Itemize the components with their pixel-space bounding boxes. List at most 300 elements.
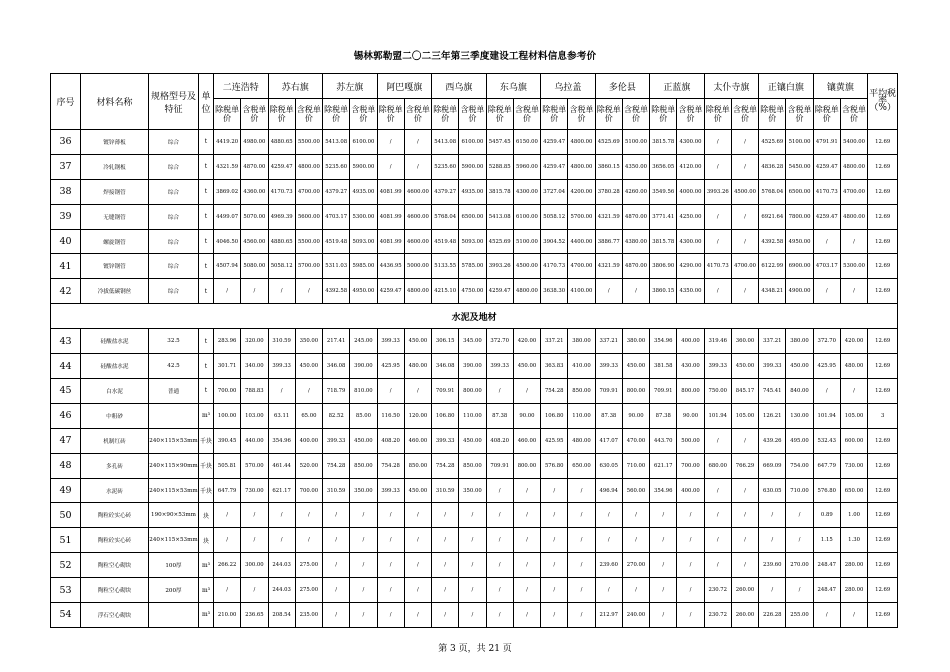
material-name: 陶粒空心砌块	[81, 578, 149, 603]
row-number: 49	[51, 478, 81, 503]
price-incl-tax: 450.00	[404, 478, 431, 503]
price-excl-tax: 425.95	[541, 428, 568, 453]
price-excl-tax: /	[704, 503, 731, 528]
price-incl-tax: 4935.00	[459, 179, 486, 204]
row-number: 40	[51, 229, 81, 254]
price-incl-tax: 840.00	[786, 379, 813, 404]
row-number: 50	[51, 503, 81, 528]
row-number: 37	[51, 154, 81, 179]
price-excl-tax: /	[759, 528, 786, 553]
price-excl-tax: /	[377, 578, 404, 603]
row-number: 36	[51, 130, 81, 155]
price-incl-tax: /	[459, 528, 486, 553]
price-incl-tax: 6100.00	[350, 130, 377, 155]
price-excl-tax: 4436.95	[377, 254, 404, 279]
price-incl-tax: 400.00	[295, 428, 322, 453]
price-excl-tax: 399.33	[486, 354, 513, 379]
price-incl-tax: 120.00	[404, 403, 431, 428]
price-incl-tax: 430.00	[677, 354, 704, 379]
price-incl-tax: /	[241, 528, 268, 553]
header-price-excl-tax: 除税单价	[214, 99, 241, 130]
price-excl-tax: 310.59	[268, 329, 295, 354]
tax-rate: 3	[868, 403, 898, 428]
header-price-excl-tax: 除税单价	[595, 99, 622, 130]
price-incl-tax: 4000.00	[677, 179, 704, 204]
price-excl-tax: 3549.56	[650, 179, 677, 204]
unit: t	[199, 379, 214, 404]
price-incl-tax: 700.00	[295, 478, 322, 503]
price-incl-tax: 700.00	[677, 453, 704, 478]
price-excl-tax: 4379.27	[323, 179, 350, 204]
price-excl-tax: 5058.12	[541, 204, 568, 229]
material-name: 硅酸盐水泥	[81, 354, 149, 379]
price-excl-tax: 4081.99	[377, 179, 404, 204]
tax-rate: 12.69	[868, 204, 898, 229]
row-number: 52	[51, 553, 81, 578]
price-excl-tax: 363.83	[541, 354, 568, 379]
price-excl-tax: /	[595, 279, 622, 304]
table-row	[51, 229, 898, 254]
price-incl-tax: 4800.00	[513, 279, 540, 304]
material-name: 陶粒砼实心砖	[81, 503, 149, 528]
table-header	[51, 74, 898, 130]
price-excl-tax: /	[486, 603, 513, 628]
price-incl-tax: 6500.00	[459, 204, 486, 229]
header-price-excl-tax: 除税单价	[704, 99, 731, 130]
price-incl-tax: 800.00	[459, 379, 486, 404]
price-incl-tax: 130.00	[786, 403, 813, 428]
price-excl-tax: /	[377, 503, 404, 528]
price-excl-tax: 4836.28	[759, 154, 786, 179]
unit: 千块	[199, 428, 214, 453]
price-excl-tax: /	[813, 279, 840, 304]
header-price-incl-tax: 含税单价	[404, 99, 431, 130]
tax-rate: 12.69	[868, 478, 898, 503]
price-incl-tax: 5100.00	[513, 229, 540, 254]
price-incl-tax: /	[350, 503, 377, 528]
price-excl-tax: 5413.08	[323, 130, 350, 155]
price-incl-tax: /	[568, 503, 595, 528]
price-excl-tax: /	[268, 528, 295, 553]
price-incl-tax: 300.00	[241, 553, 268, 578]
unit: m³	[199, 553, 214, 578]
price-excl-tax: /	[377, 603, 404, 628]
tax-rate: 12.69	[868, 453, 898, 478]
unit: t	[199, 354, 214, 379]
price-incl-tax: 4560.00	[241, 229, 268, 254]
header-price-incl-tax: 含税单价	[241, 99, 268, 130]
price-incl-tax: 5100.00	[786, 130, 813, 155]
price-incl-tax: 4900.00	[786, 279, 813, 304]
price-incl-tax: 275.00	[295, 578, 322, 603]
unit: m³	[199, 403, 214, 428]
material-name: 白水泥	[81, 379, 149, 404]
price-incl-tax: 275.00	[295, 553, 322, 578]
price-excl-tax: 754.28	[432, 453, 459, 478]
spec: 综合	[149, 130, 199, 155]
price-excl-tax: 399.33	[323, 428, 350, 453]
table-row	[51, 329, 898, 354]
price-incl-tax: /	[459, 503, 486, 528]
price-excl-tax: 3860.15	[595, 154, 622, 179]
header-price-excl-tax: 除税单价	[377, 99, 404, 130]
price-excl-tax: 754.28	[377, 453, 404, 478]
price-excl-tax: 709.91	[486, 453, 513, 478]
spec: 综合	[149, 154, 199, 179]
price-excl-tax: 337.21	[541, 329, 568, 354]
price-incl-tax: 800.00	[677, 379, 704, 404]
spec: 240×115×53mm	[149, 478, 199, 503]
price-excl-tax: 3815.78	[650, 229, 677, 254]
price-incl-tax: 4500.00	[513, 254, 540, 279]
price-incl-tax: /	[404, 379, 431, 404]
price-excl-tax: 101.94	[813, 403, 840, 428]
header-price-incl-tax: 含税单价	[568, 99, 595, 130]
material-name: 镀锌薄板	[81, 130, 149, 155]
spec: 240×115×53mm	[149, 528, 199, 553]
price-incl-tax: /	[677, 503, 704, 528]
price-excl-tax: 6921.64	[759, 204, 786, 229]
price-incl-tax: 5300.00	[350, 204, 377, 229]
price-incl-tax: 4300.00	[677, 229, 704, 254]
price-incl-tax: /	[731, 528, 758, 553]
price-incl-tax: /	[786, 528, 813, 553]
price-excl-tax: /	[541, 478, 568, 503]
header-price-incl-tax: 含税单价	[677, 99, 704, 130]
price-incl-tax: 800.00	[513, 453, 540, 478]
unit: 块	[199, 503, 214, 528]
price-incl-tax: 4700.00	[731, 254, 758, 279]
price-excl-tax: 248.47	[813, 578, 840, 603]
price-incl-tax: 350.00	[295, 329, 322, 354]
price-incl-tax: 850.00	[404, 453, 431, 478]
price-excl-tax: 399.33	[377, 329, 404, 354]
price-excl-tax: 306.15	[432, 329, 459, 354]
price-excl-tax: 0.89	[813, 503, 840, 528]
price-excl-tax: /	[704, 154, 731, 179]
price-incl-tax: /	[513, 578, 540, 603]
price-incl-tax: 340.00	[241, 354, 268, 379]
price-excl-tax: 310.59	[432, 478, 459, 503]
price-excl-tax: 4259.47	[813, 204, 840, 229]
price-excl-tax: 87.38	[486, 403, 513, 428]
price-incl-tax: /	[677, 553, 704, 578]
price-excl-tax: 212.97	[595, 603, 622, 628]
price-excl-tax: /	[214, 279, 241, 304]
price-excl-tax: /	[323, 503, 350, 528]
price-excl-tax: 230.72	[704, 603, 731, 628]
price-excl-tax: 3815.78	[486, 179, 513, 204]
material-name: 冷轧钢板	[81, 154, 149, 179]
price-incl-tax: 850.00	[568, 379, 595, 404]
price-excl-tax: 3860.15	[650, 279, 677, 304]
price-excl-tax: 3771.41	[650, 204, 677, 229]
price-incl-tax: 5900.00	[350, 154, 377, 179]
price-excl-tax: 5768.04	[432, 204, 459, 229]
price-excl-tax: 4379.27	[432, 179, 459, 204]
price-incl-tax: 270.00	[622, 553, 649, 578]
price-incl-tax: 845.17	[731, 379, 758, 404]
price-excl-tax: /	[268, 379, 295, 404]
price-incl-tax: 4200.00	[568, 179, 595, 204]
price-incl-tax: /	[840, 229, 867, 254]
price-incl-tax: 650.00	[568, 453, 595, 478]
price-incl-tax: /	[731, 229, 758, 254]
price-excl-tax: /	[541, 578, 568, 603]
unit: t	[199, 329, 214, 354]
price-incl-tax: 4350.00	[622, 154, 649, 179]
price-excl-tax: 4880.65	[268, 130, 295, 155]
price-excl-tax: /	[432, 503, 459, 528]
price-incl-tax: 788.83	[241, 379, 268, 404]
price-incl-tax: 4800.00	[295, 154, 322, 179]
material-name: 硅酸盐水泥	[81, 329, 149, 354]
price-excl-tax: 5235.60	[432, 154, 459, 179]
spec: 190×90×53mm	[149, 503, 199, 528]
price-incl-tax: 85.00	[350, 403, 377, 428]
unit: 块	[199, 528, 214, 553]
tax-rate: 12.69	[868, 528, 898, 553]
price-table	[50, 73, 898, 628]
price-excl-tax: /	[813, 379, 840, 404]
row-number: 46	[51, 403, 81, 428]
price-incl-tax: 4935.00	[350, 179, 377, 204]
price-incl-tax: 6100.00	[513, 204, 540, 229]
price-incl-tax: 4120.00	[677, 154, 704, 179]
price-excl-tax: 319.46	[704, 329, 731, 354]
price-excl-tax: /	[268, 503, 295, 528]
header-region: 东乌旗	[486, 74, 541, 99]
price-incl-tax: 450.00	[404, 329, 431, 354]
header-price-excl-tax: 除税单价	[432, 99, 459, 130]
price-incl-tax: /	[568, 603, 595, 628]
material-name: 水泥砖	[81, 478, 149, 503]
price-excl-tax: /	[704, 553, 731, 578]
price-excl-tax: 4419.20	[214, 130, 241, 155]
price-excl-tax: 3886.77	[595, 229, 622, 254]
price-incl-tax: 480.00	[568, 428, 595, 453]
price-excl-tax: 244.03	[268, 578, 295, 603]
material-name: 多孔砖	[81, 453, 149, 478]
material-name: 无缝钢管	[81, 204, 149, 229]
price-excl-tax: /	[704, 279, 731, 304]
price-excl-tax: 621.17	[650, 453, 677, 478]
price-incl-tax: /	[731, 553, 758, 578]
price-incl-tax: 710.00	[622, 453, 649, 478]
price-excl-tax: 5768.04	[759, 179, 786, 204]
header-price-incl-tax: 含税单价	[786, 99, 813, 130]
price-incl-tax: 730.00	[241, 478, 268, 503]
price-incl-tax: 850.00	[459, 453, 486, 478]
material-name: 焊接钢管	[81, 179, 149, 204]
price-excl-tax: 461.44	[268, 453, 295, 478]
price-excl-tax: 248.47	[813, 553, 840, 578]
price-excl-tax: 576.80	[541, 453, 568, 478]
price-excl-tax: /	[650, 528, 677, 553]
price-excl-tax: /	[541, 603, 568, 628]
table-row	[51, 254, 898, 279]
header-region: 多伦县	[595, 74, 650, 99]
price-excl-tax: 718.79	[323, 379, 350, 404]
spec: 200厚	[149, 578, 199, 603]
price-excl-tax: 669.09	[759, 453, 786, 478]
price-excl-tax: /	[595, 528, 622, 553]
table-row	[51, 154, 898, 179]
price-incl-tax: 800.00	[622, 379, 649, 404]
price-excl-tax: 310.59	[323, 478, 350, 503]
price-excl-tax: /	[377, 528, 404, 553]
price-incl-tax: 280.00	[840, 553, 867, 578]
unit: t	[199, 279, 214, 304]
price-incl-tax: 103.00	[241, 403, 268, 428]
price-excl-tax: 217.41	[323, 329, 350, 354]
price-excl-tax: 709.91	[432, 379, 459, 404]
price-incl-tax: 4600.00	[404, 179, 431, 204]
price-excl-tax: 5457.45	[486, 130, 513, 155]
price-excl-tax: 745.41	[759, 379, 786, 404]
header-region: 乌拉盖	[541, 74, 596, 99]
price-incl-tax: 710.00	[786, 478, 813, 503]
price-incl-tax: /	[513, 603, 540, 628]
price-incl-tax: 480.00	[404, 354, 431, 379]
price-incl-tax: /	[350, 553, 377, 578]
price-excl-tax: 372.70	[813, 329, 840, 354]
price-incl-tax: 270.00	[786, 553, 813, 578]
price-incl-tax: /	[568, 578, 595, 603]
price-excl-tax: 4525.69	[759, 130, 786, 155]
price-incl-tax: /	[731, 204, 758, 229]
price-excl-tax: 4081.99	[377, 229, 404, 254]
price-excl-tax: /	[704, 130, 731, 155]
price-incl-tax: 4870.00	[622, 254, 649, 279]
price-excl-tax: 116.50	[377, 403, 404, 428]
tax-rate: 12.69	[868, 130, 898, 155]
price-excl-tax: 647.79	[813, 453, 840, 478]
price-incl-tax: 280.00	[840, 578, 867, 603]
price-incl-tax: 4950.00	[350, 279, 377, 304]
price-incl-tax: 5400.00	[840, 130, 867, 155]
price-incl-tax: 766.29	[731, 453, 758, 478]
price-excl-tax: 4791.91	[813, 130, 840, 155]
spec: 综合	[149, 279, 199, 304]
material-name: 镀锌钢管	[81, 254, 149, 279]
price-incl-tax: /	[622, 279, 649, 304]
row-number: 54	[51, 603, 81, 628]
price-incl-tax: 255.00	[786, 603, 813, 628]
price-excl-tax: 532.43	[813, 428, 840, 453]
table-row	[51, 179, 898, 204]
price-incl-tax: 4290.00	[677, 254, 704, 279]
price-excl-tax: /	[214, 528, 241, 553]
price-incl-tax: /	[459, 578, 486, 603]
price-incl-tax: 400.00	[677, 329, 704, 354]
price-excl-tax: 87.38	[595, 403, 622, 428]
price-excl-tax: 3993.26	[704, 179, 731, 204]
price-incl-tax: 6100.00	[459, 130, 486, 155]
header-region: 正镶白旗	[759, 74, 814, 99]
price-incl-tax: 4980.00	[241, 130, 268, 155]
price-incl-tax: 4800.00	[568, 130, 595, 155]
price-excl-tax: 372.70	[486, 329, 513, 354]
table-row	[51, 453, 898, 478]
price-incl-tax: 6900.00	[786, 254, 813, 279]
price-incl-tax: 65.00	[295, 403, 322, 428]
price-incl-tax: 5985.00	[350, 254, 377, 279]
price-excl-tax: 208.54	[268, 603, 295, 628]
price-excl-tax: 5413.08	[486, 204, 513, 229]
price-excl-tax: 425.95	[813, 354, 840, 379]
price-excl-tax: 4259.47	[377, 279, 404, 304]
tax-rate: 12.69	[868, 229, 898, 254]
price-incl-tax: /	[513, 553, 540, 578]
price-excl-tax: 5288.85	[486, 154, 513, 179]
header-region: 正蓝旗	[650, 74, 705, 99]
header-price-excl-tax: 除税单价	[759, 99, 786, 130]
spec: 综合	[149, 204, 199, 229]
spec: 32.5	[149, 329, 199, 354]
price-incl-tax: /	[459, 603, 486, 628]
table-row	[51, 403, 898, 428]
price-incl-tax: /	[731, 130, 758, 155]
header-price-incl-tax: 含税单价	[840, 99, 867, 130]
price-excl-tax: 399.33	[432, 428, 459, 453]
price-incl-tax: /	[404, 130, 431, 155]
price-incl-tax: 350.00	[459, 478, 486, 503]
table-row	[51, 603, 898, 628]
row-number: 43	[51, 329, 81, 354]
price-excl-tax: 354.96	[650, 478, 677, 503]
header-price-excl-tax: 除税单价	[486, 99, 513, 130]
price-incl-tax: 260.00	[731, 603, 758, 628]
price-incl-tax: 4250.00	[677, 204, 704, 229]
price-incl-tax: 4800.00	[840, 154, 867, 179]
price-excl-tax: /	[486, 478, 513, 503]
price-excl-tax: 4170.73	[268, 179, 295, 204]
price-incl-tax: 4400.00	[568, 229, 595, 254]
section-title: 水泥及地材	[51, 304, 898, 329]
spec: 100厚	[149, 553, 199, 578]
price-incl-tax: 460.00	[513, 428, 540, 453]
price-excl-tax: /	[323, 553, 350, 578]
price-incl-tax: 380.00	[622, 329, 649, 354]
price-incl-tax: 390.00	[350, 354, 377, 379]
price-excl-tax: 4259.47	[486, 279, 513, 304]
header-price-excl-tax: 除税单价	[650, 99, 677, 130]
price-incl-tax: /	[568, 528, 595, 553]
price-excl-tax: 4703.17	[813, 254, 840, 279]
unit: t	[199, 154, 214, 179]
price-incl-tax: 5900.00	[459, 154, 486, 179]
price-excl-tax: /	[432, 553, 459, 578]
unit: t	[199, 254, 214, 279]
price-excl-tax: 425.95	[377, 354, 404, 379]
price-incl-tax: 4600.00	[404, 204, 431, 229]
price-incl-tax: /	[404, 603, 431, 628]
price-excl-tax: 5133.55	[432, 254, 459, 279]
price-excl-tax: 4392.58	[323, 279, 350, 304]
price-incl-tax: 4700.00	[840, 179, 867, 204]
price-incl-tax: 390.00	[459, 354, 486, 379]
price-incl-tax: /	[241, 279, 268, 304]
price-incl-tax: 810.00	[350, 379, 377, 404]
header-price-incl-tax: 含税单价	[731, 99, 758, 130]
price-excl-tax: 750.00	[704, 379, 731, 404]
price-incl-tax: 4100.00	[568, 279, 595, 304]
price-incl-tax: 5700.00	[568, 204, 595, 229]
price-incl-tax: 650.00	[840, 478, 867, 503]
price-incl-tax: 5960.00	[513, 154, 540, 179]
price-excl-tax: 709.91	[595, 379, 622, 404]
